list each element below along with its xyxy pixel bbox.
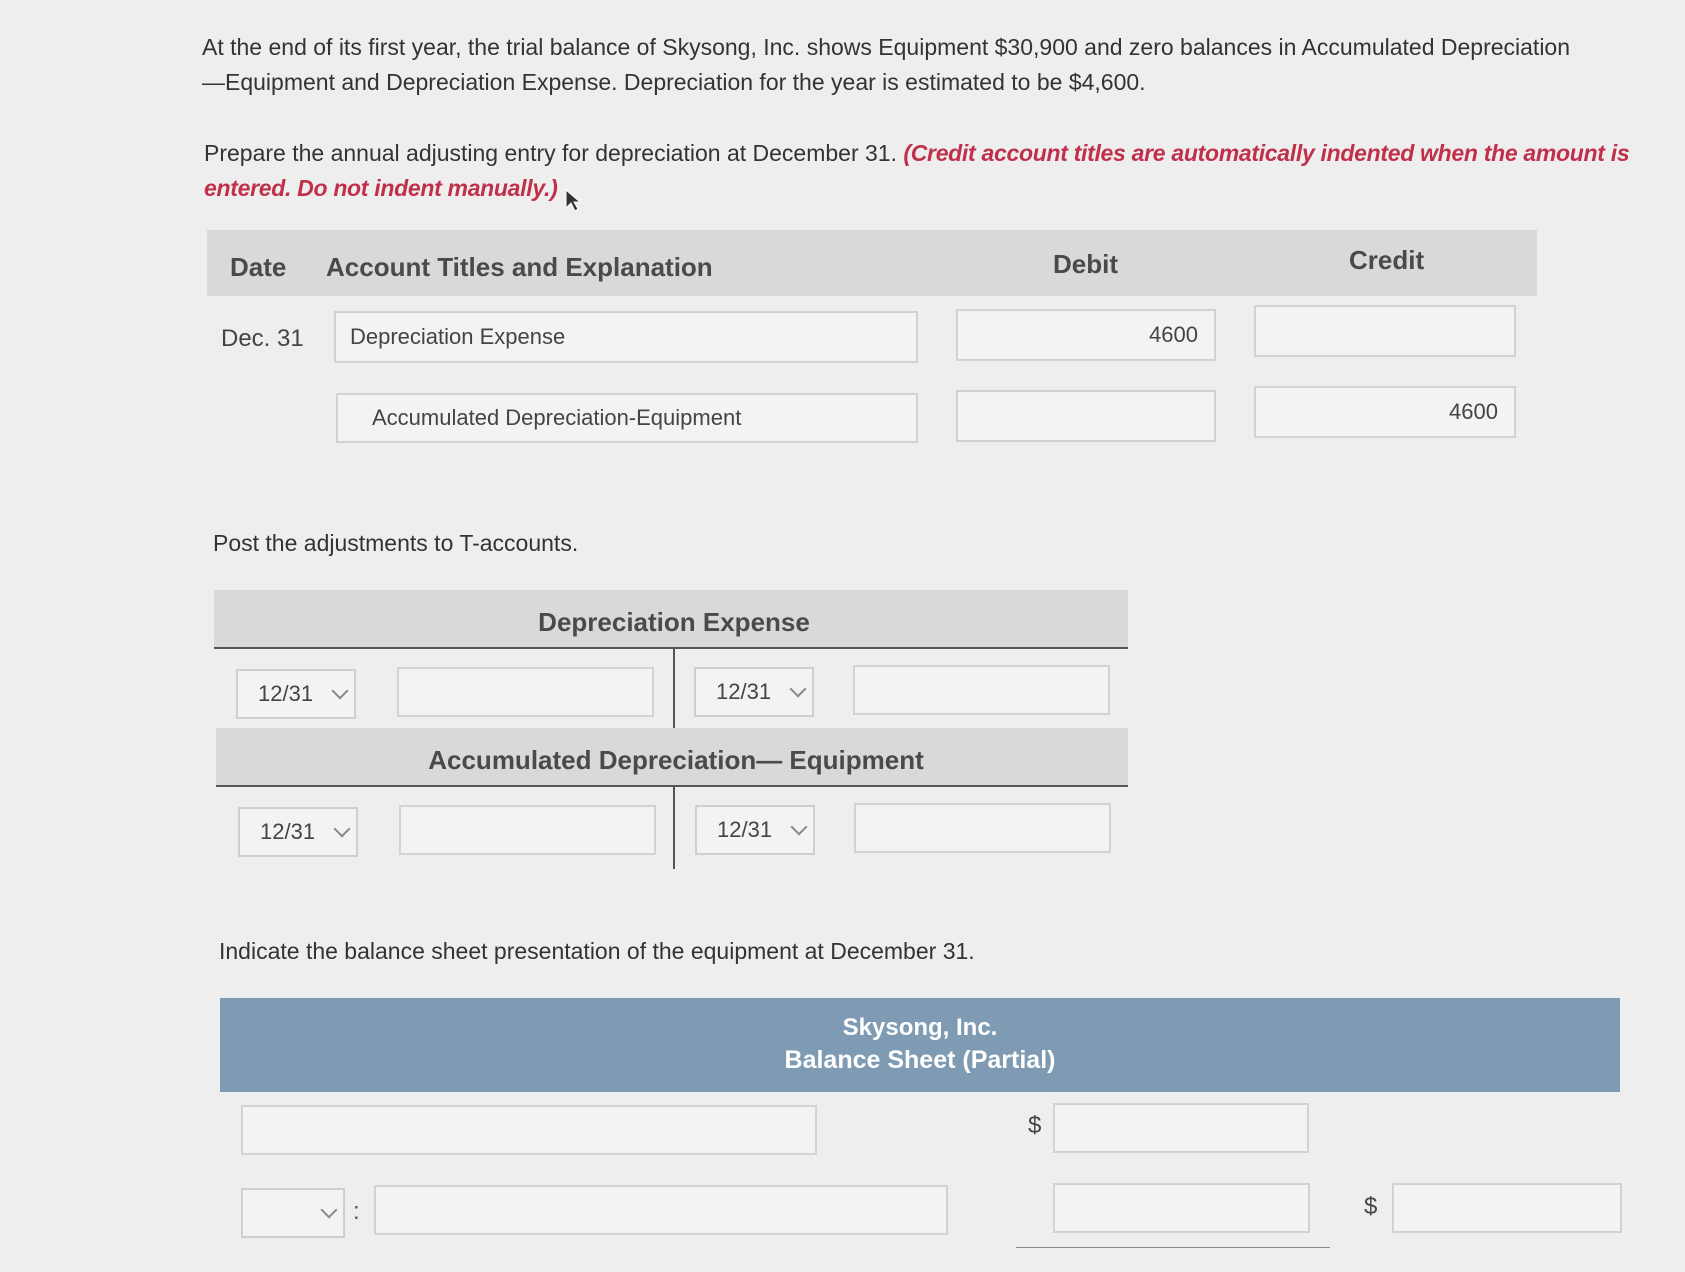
credit-amount-input[interactable]: 4600 (1254, 386, 1516, 438)
account-title-input[interactable]: Depreciation Expense (334, 311, 918, 363)
taccount-title: Depreciation Expense (538, 607, 810, 637)
subtotal-underline (1016, 1247, 1330, 1248)
instruction-hint-1: (Credit account titles are automatically indented when the amount is (903, 140, 1630, 166)
chevron-down-icon (791, 819, 808, 836)
debit-amount-input[interactable] (956, 390, 1216, 442)
instruction-hint-2: entered. Do not indent manually.) (204, 175, 558, 201)
debit-amount-input[interactable] (399, 805, 656, 855)
balance-sheet-item-input[interactable] (241, 1105, 817, 1155)
chevron-down-icon (321, 1202, 338, 1219)
column-header-account: Account Titles and Explanation (326, 252, 713, 282)
date-select-value: 12/31 (716, 679, 772, 704)
chevron-down-icon (332, 683, 349, 700)
amount-input[interactable] (1053, 1103, 1309, 1153)
taccount-instruction: Post the adjustments to T-accounts. (213, 530, 579, 556)
debit-amount-input[interactable]: 4600 (956, 309, 1216, 361)
debit-amount-input[interactable] (397, 667, 654, 717)
balance-sheet-item-input[interactable] (374, 1185, 948, 1235)
dollar-sign: $ (1364, 1193, 1378, 1220)
problem-line-2: —Equipment and Depreciation Expense. Depreciation for the year is estimated to be $4,600. (202, 69, 1146, 95)
column-header-date: Date (230, 252, 287, 282)
problem-line-1: At the end of its first year, the trial balance of Skysong, Inc. shows Equipment $30,900 and zero balances in Accumulated Depreciation (202, 34, 1571, 60)
date-select[interactable] (695, 805, 815, 855)
journal-row-date: Dec. 31 (221, 325, 304, 352)
balance-sheet-instruction: Indicate the balance sheet presentation of the equipment at December 31. (219, 938, 975, 964)
company-name: Skysong, Inc. (842, 1014, 998, 1041)
item-type-select[interactable] (241, 1188, 345, 1238)
journal-instruction (204, 136, 1644, 206)
taccount-title: Accumulated Depreciation— Equipment (428, 745, 924, 775)
total-amount-input[interactable] (1392, 1183, 1622, 1233)
taccount-divider (673, 787, 675, 869)
account-title-input[interactable]: Accumulated Depreciation-Equipment (336, 393, 918, 443)
dollar-sign: $ (1028, 1112, 1042, 1139)
colon-separator: : (353, 1198, 360, 1225)
amount-input[interactable] (1053, 1183, 1310, 1233)
credit-amount-input[interactable] (853, 665, 1110, 715)
date-select[interactable] (236, 669, 356, 719)
credit-amount-input[interactable] (854, 803, 1111, 853)
column-header-debit: Debit (1053, 249, 1118, 279)
date-select-value: 12/31 (717, 817, 773, 842)
column-header-credit: Credit (1349, 245, 1425, 275)
problem-statement (202, 30, 1642, 100)
chevron-down-icon (790, 681, 807, 698)
date-select-value: 12/31 (260, 819, 316, 844)
taccount-top-line (216, 785, 1128, 787)
date-select[interactable] (238, 807, 358, 857)
taccount-top-line (214, 647, 1128, 649)
balance-sheet-header (220, 998, 1620, 1092)
mouse-pointer-icon (564, 188, 582, 214)
date-select-value: 12/31 (258, 681, 314, 706)
credit-amount-input[interactable] (1254, 305, 1516, 357)
chevron-down-icon (334, 821, 351, 838)
date-select[interactable] (694, 667, 814, 717)
instruction-text: Prepare the annual adjusting entry for depreciation at December 31. (204, 140, 897, 166)
taccount-divider (673, 649, 675, 731)
statement-title: Balance Sheet (Partial) (784, 1046, 1056, 1074)
